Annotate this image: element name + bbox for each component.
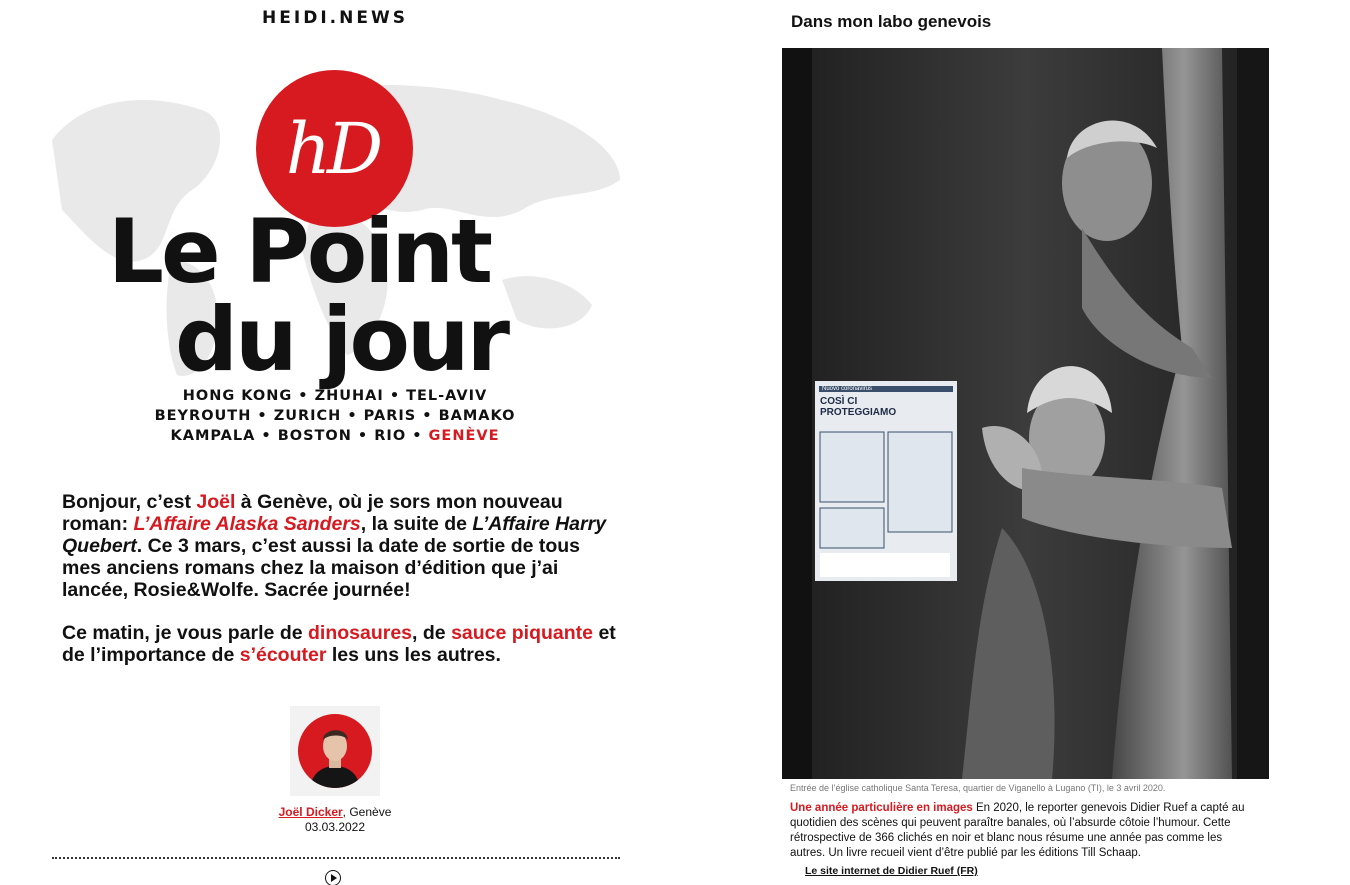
didier-ruef-website-link[interactable]: Le site internet de Didier Ruef (FR): [805, 865, 978, 877]
topic-link-sauce-piquante[interactable]: sauce piquante: [451, 622, 594, 644]
intro-text: . Ce 3 mars, c’est aussi la date de sortie de tous mes anciens romans chez la maison d’édition que j’ai lancée, Rosie&Wolfe. Sacrée journée!: [62, 535, 581, 601]
photo-description-lead: Une année particulière en images: [790, 802, 973, 814]
author-portrait-icon: [298, 714, 372, 788]
photo-caption: Entrée de l’église catholique Santa Teresa, quartier de Viganello à Lugano (TI), le 3 avril 2020.: [790, 783, 1166, 793]
photo-description-body: En 2020, le reporter genevois Didier Ruef a capté au quotidien des scènes qui peuvent paraître banales, où l’absurde côtoie l’humour. Cette rétrospective de 366 clichés en noir et blanc nous résume une année pas comme les autres. Un livre recueil vient d’être publié par les éditions Till Schaap.: [790, 802, 1245, 859]
intro-paragraph-1: [62, 491, 622, 601]
section-divider: [52, 857, 620, 859]
poster-title-line2: PROTEGGIAMO: [820, 407, 897, 418]
newsletter-header: [0, 0, 670, 885]
current-city: GENÈVE: [428, 428, 500, 444]
intro-text: , de: [412, 622, 452, 644]
poster-header: Nuovo coronavirus: [822, 386, 873, 392]
logo-text: hD: [285, 107, 380, 190]
intro-text: et de l’importance de: [62, 622, 616, 666]
author-avatar-frame: [290, 706, 380, 796]
photo-illustration: [782, 48, 1269, 779]
featured-photo[interactable]: [782, 48, 1269, 779]
intro-text: Ce matin, je vous parle de: [62, 622, 308, 644]
author-byline: [0, 805, 670, 819]
newsletter-title-line1: Le Point: [107, 200, 491, 303]
cities-line1: HONG KONG • ZHUHAI • TEL-AVIV: [182, 388, 488, 404]
photo-description: [790, 801, 1260, 861]
book-title-harry-quebert: L’Affaire Harry Quebert: [62, 513, 607, 557]
author-first-name: Joël: [196, 491, 236, 513]
author-avatar: [298, 714, 372, 788]
cities-list: [0, 386, 670, 446]
publish-date: 03.03.2022: [304, 820, 366, 834]
section-title: Dans mon labo genevois: [791, 12, 992, 31]
topic-link-dinosaures[interactable]: dinosaures: [308, 622, 413, 644]
newsletter-title-line2: du jour: [175, 288, 507, 391]
author-name-link[interactable]: Joël Dicker: [278, 805, 343, 819]
cities-line3-prefix: KAMPALA • BOSTON • RIO •: [170, 428, 429, 444]
intro-text: , la suite de: [360, 513, 473, 535]
poster-title-line1: COSÌ CI: [820, 396, 858, 407]
author-location: , Genève: [342, 805, 392, 819]
intro-text: Bonjour, c’est: [62, 491, 197, 513]
intro-paragraph-2: [62, 622, 622, 666]
brand-name: HEIDI.NEWS: [262, 8, 408, 28]
book-link-alaska-sanders[interactable]: L’Affaire Alaska Sanders: [133, 513, 361, 535]
cities-line3: [0, 426, 670, 446]
intro-text: à Genève, où je sors mon nouveau roman:: [62, 491, 563, 535]
topic-link-s-ecouter[interactable]: s’écouter: [239, 644, 327, 666]
cities-line2: BEYROUTH • ZURICH • PARIS • BAMAKO: [154, 408, 516, 424]
intro-text: les uns les autres.: [326, 644, 501, 666]
play-icon[interactable]: [325, 870, 341, 885]
